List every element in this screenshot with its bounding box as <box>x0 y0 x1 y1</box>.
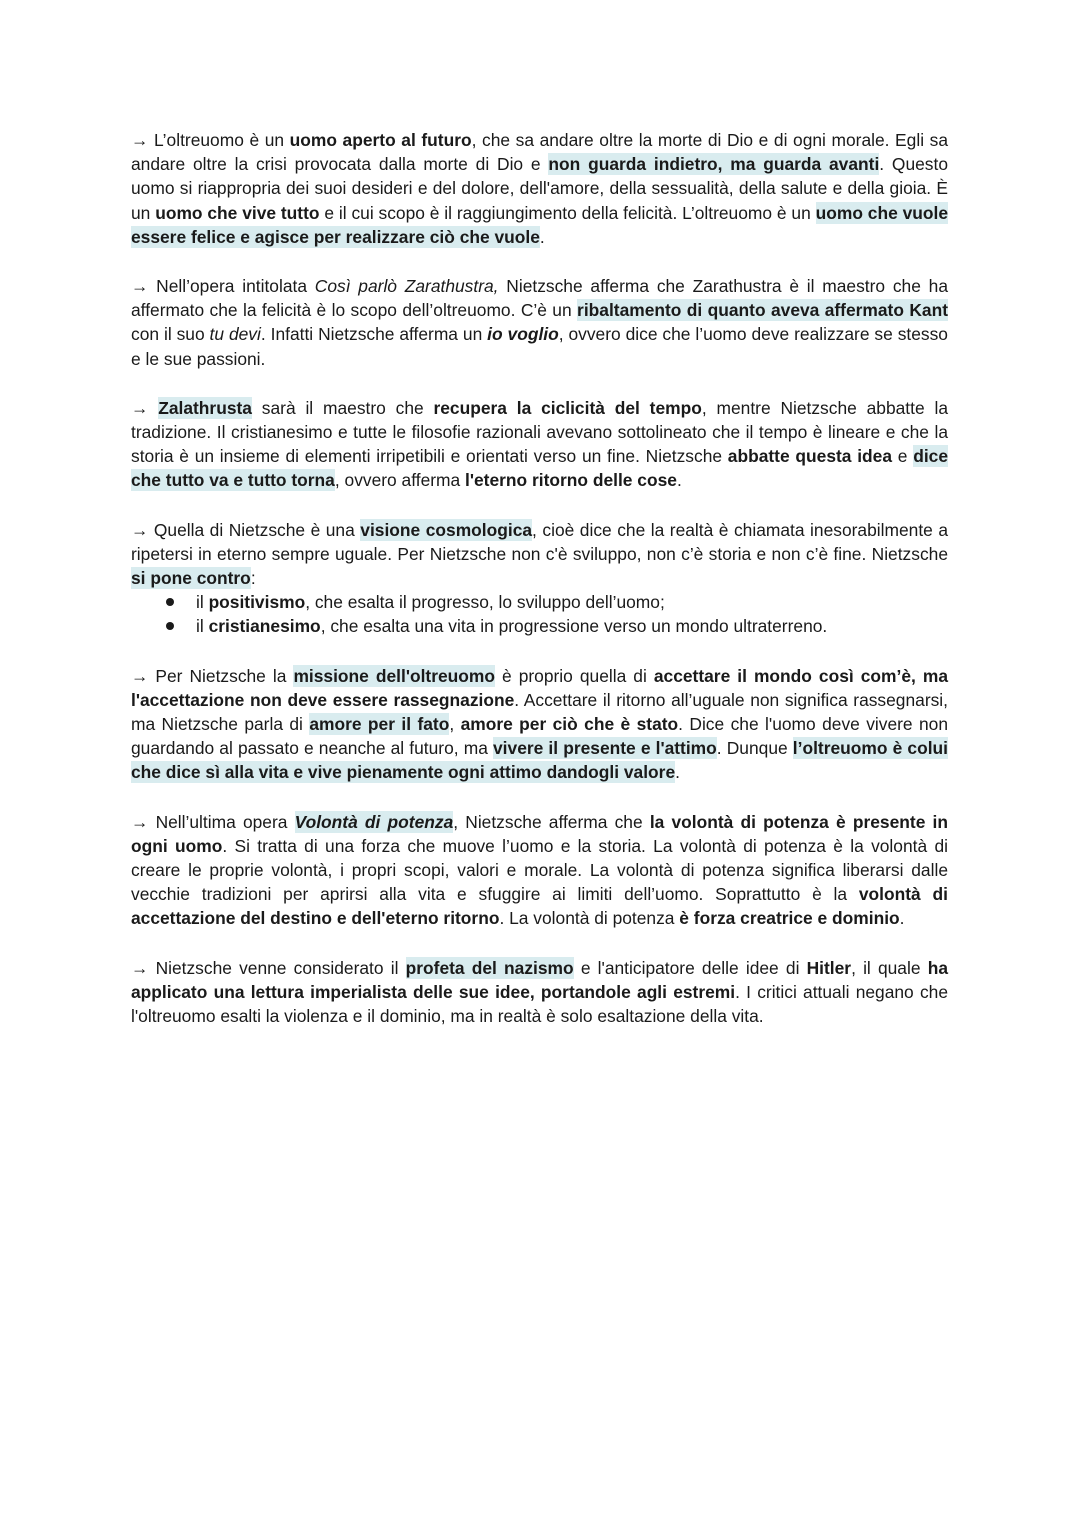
text-run: . Infatti Nietzsche afferma un <box>260 324 488 345</box>
text-run: , il quale <box>851 957 928 978</box>
text-run: il <box>196 616 209 637</box>
paragraph <box>131 396 948 493</box>
highlighted-text: visione cosmologica <box>360 519 533 540</box>
bullet-item <box>171 590 948 614</box>
bold-text: uomo aperto al futuro <box>289 130 472 150</box>
text-run: , <box>449 714 461 735</box>
text-run: → Nell’ultima opera <box>131 811 295 832</box>
text-run: → <box>131 397 159 418</box>
highlighted-text: ribaltamento di quanto aveva affermato Kant <box>577 300 948 321</box>
paragraph <box>131 128 948 249</box>
text-run: e <box>892 446 914 467</box>
bold-text: amore per ciò che è stato <box>460 714 679 735</box>
text-run: Nietzsche afferma che Zarathustra è il maestro che ha affermato che la felicità è lo scopo dell’oltreuomo. C’è un <box>131 276 948 321</box>
bold-text: volontà di accettazione del destino e dell'eterno ritorno <box>131 884 948 929</box>
highlighted-text: Zalathrusta <box>158 397 252 418</box>
text-run: . La volontà di potenza <box>499 908 680 929</box>
text-run: , ovvero afferma <box>334 470 466 491</box>
highlighted-text: non guarda indietro, ma guarda avanti <box>548 154 880 175</box>
text-run: . I critici attuali negano che l'oltreuomo esalti la violenza e il dominio, ma in realtà è solo esaltazione della vita. <box>131 981 948 1027</box>
text-run: . <box>676 470 682 491</box>
text-run: , mentre Nietzsche abbatte la tradizione. Il cristianesimo e tutte le filosofie razionali avevano sottolineato che il tempo è lineare e che la storia è un insieme di elementi irripetibili e orientati verso un fine. Nietzsche <box>131 397 948 467</box>
text-run: con il suo <box>131 324 210 345</box>
highlighted-text: Volontà di potenza <box>294 811 454 832</box>
text-run: è proprio quella di <box>494 665 654 686</box>
bold-text: l'eterno ritorno delle cose <box>465 470 677 491</box>
bold-text: è forza creatrice e dominio <box>679 908 900 929</box>
text-run: tu devi <box>209 324 261 345</box>
bold-text: recupera la ciclicità del tempo <box>433 397 702 418</box>
bold-text: Hitler <box>806 957 852 978</box>
highlighted-text: amore per il fato <box>309 714 450 735</box>
text-run: → Nietzsche venne considerato il <box>131 957 406 978</box>
highlighted-text: missione dell'oltreuomo <box>293 665 495 686</box>
paragraph <box>131 664 948 785</box>
text-run: , cioè dice che la realtà è chiamata inesorabilmente a ripetersi in eterno sempre uguale. Per Nietzsche non c'è sviluppo, non c’è storia e non c’è fine. Nietzsche <box>131 519 949 564</box>
bold-text: la volontà di potenza è presente in ogni uomo <box>131 811 948 856</box>
bullet-list <box>131 590 948 638</box>
text-run: e il cui scopo è il raggiungimento della felicità. L’oltreuomo è un <box>319 202 816 223</box>
highlighted-text: dice che tutto va e tutto torna <box>131 446 949 491</box>
text-run: . Dice che l'uomo deve vivere non guardando al passato e neanche al futuro, ma <box>131 714 949 759</box>
text-run: , che sa andare oltre la morte di Dio e di ogni morale. Egli sa andare oltre la crisi provocata dalla morte di Dio e <box>131 130 949 175</box>
text-run: → Nell’opera intitolata <box>131 276 315 297</box>
text-run: , Nietzsche afferma che <box>453 811 650 832</box>
text-run: : <box>250 568 256 589</box>
text-run: . Accettare il ritorno all’uguale non significa rassegnarsi, ma Nietzsche parla di <box>131 689 948 735</box>
text-run: . <box>675 762 680 783</box>
text-run: , che esalta il progresso, lo sviluppo dell’uomo; <box>305 592 665 613</box>
bold-text: abbatte questa idea <box>727 446 893 467</box>
bullet-dot-icon <box>166 598 174 606</box>
paragraph <box>131 810 948 931</box>
text-run: . <box>899 908 905 929</box>
paragraph <box>131 274 948 371</box>
paragraph <box>131 518 948 591</box>
bold-text: positivismo <box>208 592 306 613</box>
bold-text: io voglio <box>487 324 559 345</box>
text-run: sarà il maestro che <box>251 397 434 418</box>
bold-text: uomo che vive tutto <box>155 202 320 223</box>
text-run: Così parlò Zarathustra, <box>314 276 499 297</box>
text-run: . Questo uomo si riappropria dei suoi desideri e del dolore, dell'amore, della sessualità, della salute e della gioia. È un <box>131 154 948 223</box>
paragraph-group <box>131 518 948 639</box>
paragraph <box>131 956 948 1029</box>
text-run: . <box>539 226 545 247</box>
bold-text: ha applicato una lettura imperialista delle sue idee, portandole agli estremi <box>131 957 948 1002</box>
text-run: → Per Nietzsche la <box>131 665 294 686</box>
highlighted-text: l’oltreuomo è colui che dice sì alla vita e vive pienamente ogni attimo dandogli valore <box>131 738 948 783</box>
highlighted-text: si pone contro <box>131 568 251 589</box>
bullet-dot-icon <box>166 622 174 630</box>
highlighted-text: profeta del nazismo <box>405 957 574 978</box>
text-run: . Si tratta di una forza che muove l’uomo e la storia. La volontà di potenza è la volontà di creare le proprie volontà, i propri scopi, valori e morale. La volontà di potenza significa liberarsi dalle vecchie tradizioni per aprirsi alla vita e sfuggire ai limiti dell’uomo. Soprattutto è la <box>131 835 948 905</box>
text-run: il <box>196 592 209 613</box>
bullet-item <box>171 614 948 638</box>
bold-text: cristianesimo <box>208 616 321 637</box>
text-run: → Quella di Nietzsche è una <box>131 519 361 540</box>
bold-text: accettare il mondo così com’è, ma l'accettazione non deve essere rassegnazione <box>131 665 949 710</box>
text-run: , ovvero dice che l’uomo deve realizzare se stesso e le sue passioni. <box>131 324 948 369</box>
highlighted-text: vivere il presente e l'attimo <box>493 738 717 759</box>
highlighted-text: uomo che vuole essere felice e agisce per realizzare ciò che vuole <box>131 202 949 247</box>
text-run: . Dunque <box>716 738 793 759</box>
text-run: → L’oltreuomo è un <box>131 130 290 150</box>
text-run: e l'anticipatore delle idee di <box>573 957 807 978</box>
text-run: , che esalta una vita in progressione verso un mondo ultraterreno. <box>320 616 828 637</box>
document-body <box>131 128 948 1053</box>
